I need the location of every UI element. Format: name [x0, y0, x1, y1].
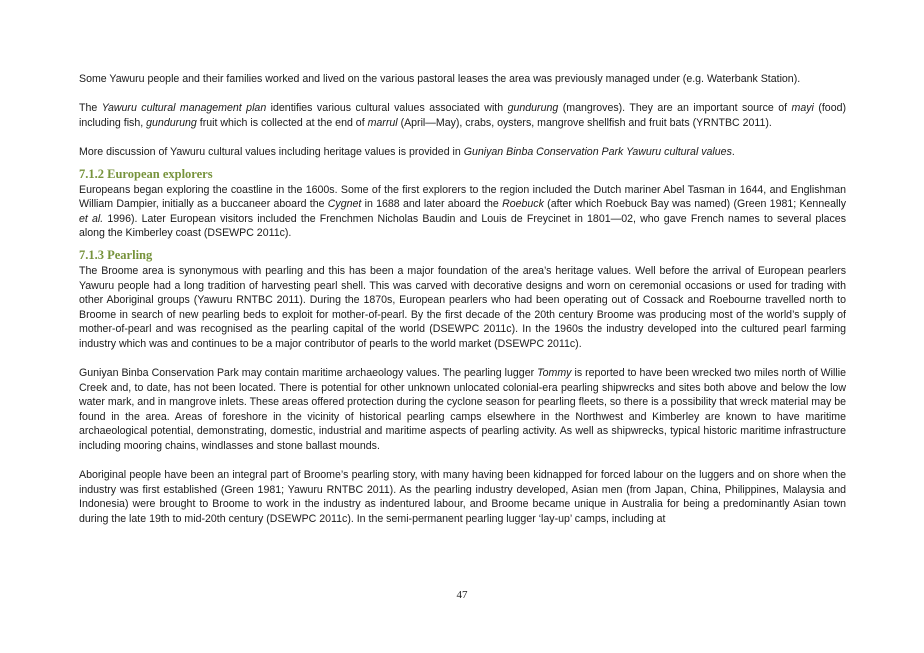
paragraph-european-explorers: Europeans began exploring the coastline in the 1600s. Some of the first explorers to the region included the Dutch mariner Abel Tasman in 1644, and Englishman William Dampier, initially as a buccaneer aboard the Cygnet in 1688 and later aboard the Roebuck (after which Roebuck Bay was named) (Green 1981; Kenneally et al. 1996). Later European visitors included the Frenchmen Nicholas Baudin and Louis de Freycinet in 1801—02, who gave French names to several places along the Kimberley coast (DSEWPC 2011c).: [79, 183, 846, 240]
paragraph-pastoral-leases: Some Yawuru people and their families worked and lived on the various pastoral leases the area was previously managed under (e.g. Waterbank Station).: [79, 73, 801, 85]
paragraph-cultural-values: The Yawuru cultural management plan identifies various cultural values associated with gundurung (mangroves). They are an important source of mayi (food) including fish, gundurung fruit which is collected at the end of marrul (April—May), crabs, oysters, mangrove shellfish and fruit bats (YRNTBC 2011).: [79, 102, 847, 129]
paragraph-aboriginal-pearling: Aboriginal people have been an integral part of Broome’s pearling story, with many having been kidnapped for forced labour on the luggers and on shore when the industry was first established (Green 1981; Yawuru RNTBC 2011). As the pearling industry developed, Asian men (from Japan, China, Philippines, Malaysia and Indonesia) were brought to Broome to work in the industry as indentured labour, and Broome became unique in Australia for being a predominantly Asian town during the late 19th to mid-20th century (DSEWPC 2011c). In the semi-permanent pearling lugger ‘lay-up’ camps, including at: [79, 469, 846, 526]
paragraph-pearling-history: The Broome area is synonymous with pearling and this has been a major foundation of the area’s heritage values. Well before the arrival of European pearlers Yawuru people had a long tradition of harvesting pearl shell. This was carved with decorative designs and worn on ceremonial occasions or used for trading with other Aboriginal groups (Yawuru RNTBC 2011). During the 1870s, European pearlers who had been operating out of Cossack and Roebourne travelled north to Broome in search of new pearling beds to exploit for mother-of-pearl. By the first decade of the 20th century Broome was producing most of the world’s supply of mother-of-pearl and was recognised as the pearling capital of the world (DSEWPC 2011c). In the 1960s the industry developed into the cultured pearl farming industry which was and continues to be a major contributor of pearls to the world market (DSEWPC 2011c).: [79, 264, 846, 350]
paragraph-more-discussion: More discussion of Yawuru cultural values including heritage values is provided in Guniyan Binba Conservation Park Yawuru cultural values.: [79, 145, 735, 158]
heading-pearling: 7.1.3 Pearling: [79, 247, 153, 262]
heading-european-explorers: 7.1.2 European explorers: [79, 166, 213, 181]
page-content: [79, 72, 846, 527]
paragraph-maritime-archaeology: Guniyan Binba Conservation Park may contain maritime archaeology values. The pearling lugger Tommy is reported to have been wrecked two miles north of Willie Creek and, to date, has not been located. There is potential for other unknown unlocated colonial-era pearling shipwrecks and sites both above and below the low water mark, and in mangrove inlets. These areas offered protection during the cyclone season for pearling fleets, so there is a possibility that wreck material may be found in the area. Areas of foreshore in the vicinity of historical pearling camps elsewhere in the Northwest and Kimberley are known to have maritime archaeological potential, demonstrating, domestic, industrial and maritime aspects of pearling activity. As well as shipwrecks, typical historic maritime infrastructure including mooring chains, windlasses and stone ballast mounds.: [79, 367, 846, 453]
page-number: 47: [456, 589, 468, 601]
